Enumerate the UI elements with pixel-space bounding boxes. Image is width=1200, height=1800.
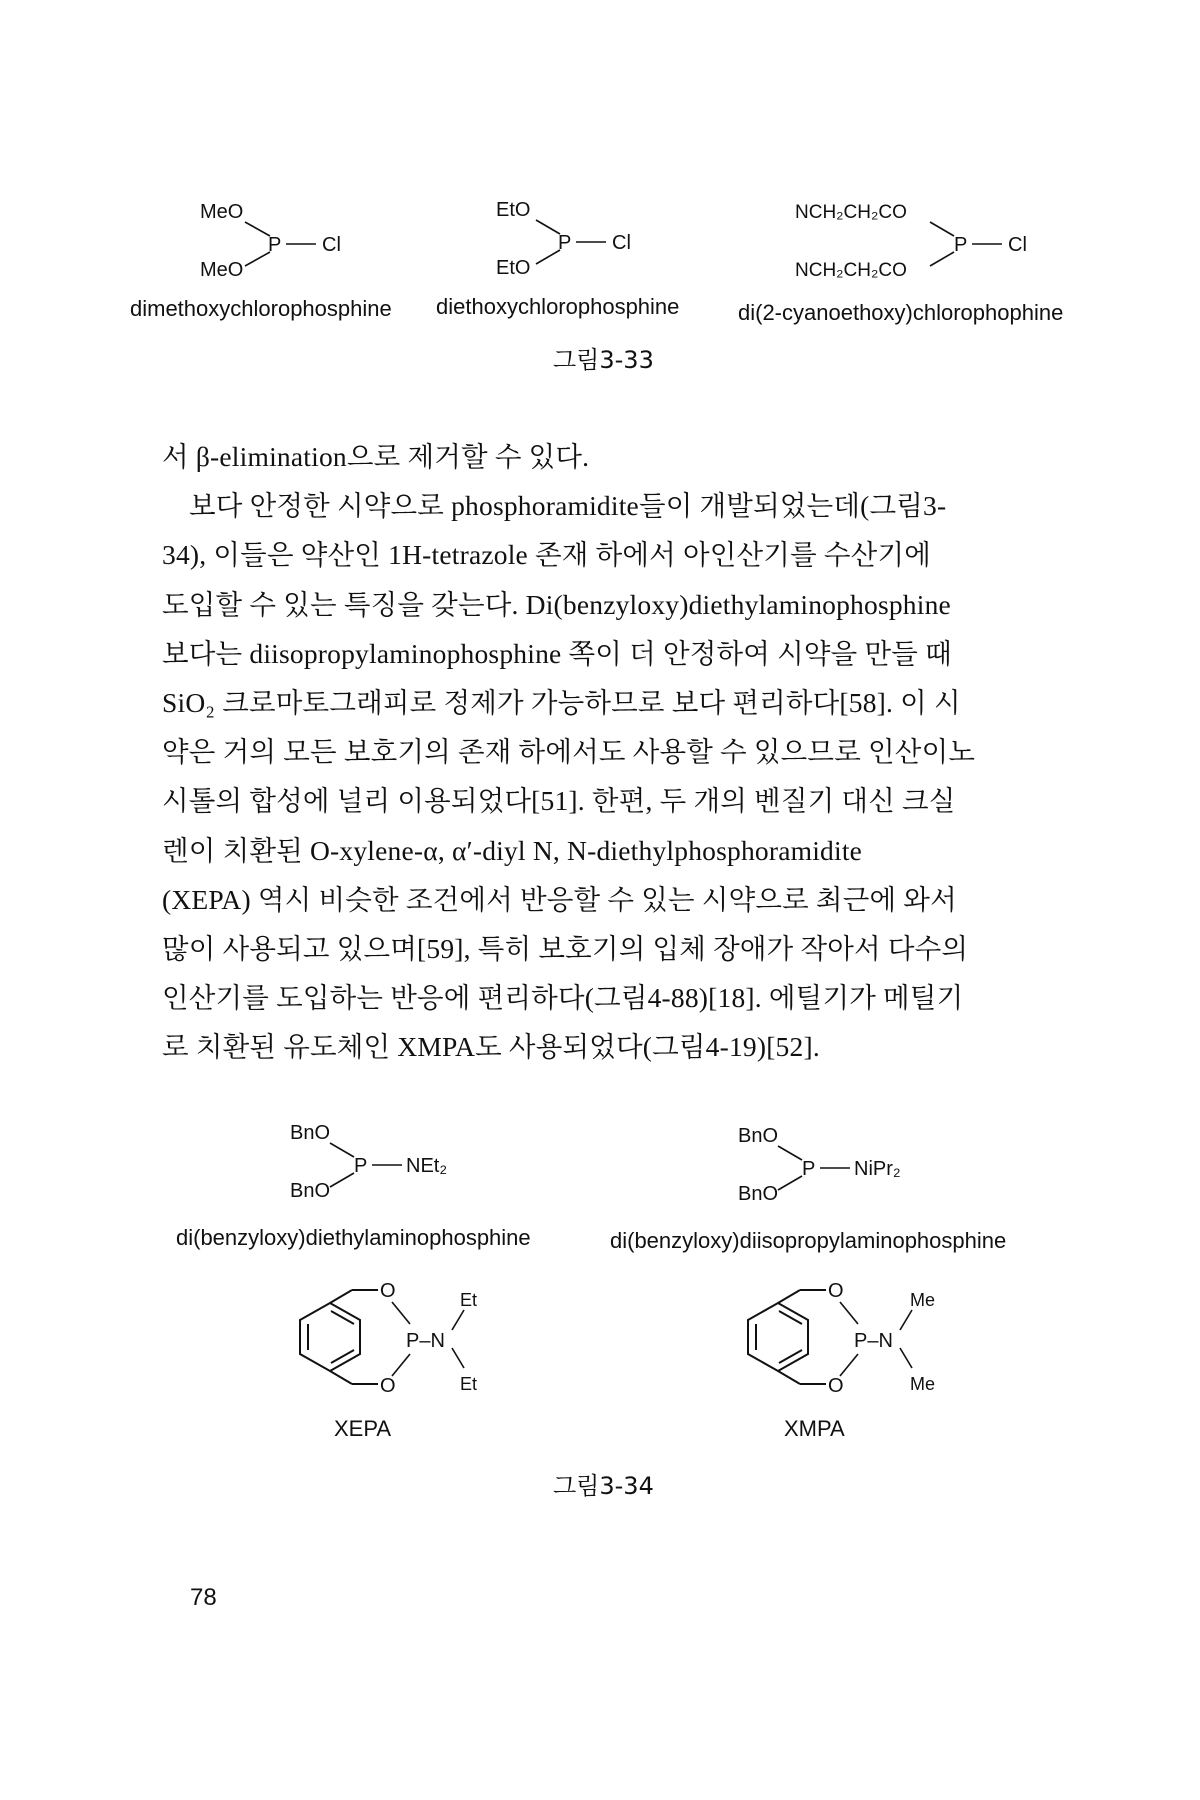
svg-text:NCH₂CH₂CO: NCH₂CH₂CO — [795, 260, 907, 281]
structure-name: XMPA — [784, 1416, 845, 1441]
xmpa-structure — [748, 1280, 935, 1397]
body-line: 렌이 치환된 O-xylene-α, α′-diyl N, N-diethylphosphoramidite — [162, 834, 863, 866]
figure-label: 그림3-34 — [553, 1472, 654, 1500]
structure-name: dimethoxychlorophosphine — [130, 296, 392, 321]
structure-name: XEPA — [334, 1416, 392, 1441]
body-line: 보다는 diisopropylaminophosphine 쪽이 더 안정하여 시약을 만들 때 — [162, 637, 952, 669]
body-line: 인산기를 도입하는 반응에 편리하다(그림4-88)[18]. 에틸기가 메틸기 — [162, 982, 964, 1014]
svg-text:P–N: P–N — [406, 1330, 445, 1352]
svg-text:EtO: EtO — [496, 199, 531, 221]
svg-text:P: P — [558, 232, 572, 254]
svg-text:P–N: P–N — [854, 1330, 893, 1352]
svg-text:O: O — [380, 1280, 396, 1302]
svg-text:BnO: BnO — [290, 1180, 331, 1202]
di-benzyloxy-diethylaminophosphine-structure — [290, 1122, 447, 1202]
body-paragraph — [162, 432, 1062, 1071]
di-benzyloxy-diisopropylaminophosphine-structure — [738, 1125, 901, 1205]
svg-text:Me: Me — [910, 1374, 936, 1394]
svg-text:MeO: MeO — [200, 259, 244, 281]
body-line: 보다 안정한 시약으로 phosphoramidite들이 개발되었는데(그림3- — [189, 490, 947, 522]
xepa-structure — [300, 1280, 477, 1397]
svg-text:P: P — [354, 1155, 368, 1177]
diethoxychlorophosphine-structure — [496, 199, 631, 279]
body-line: 약은 거의 모든 보호기의 존재 하에서도 사용할 수 있으므로 인산이노 — [162, 736, 976, 768]
svg-text:P: P — [802, 1158, 816, 1180]
structure-name: di(benzyloxy)diethylaminophosphine — [176, 1225, 531, 1250]
svg-text:Et: Et — [460, 1290, 478, 1310]
page-number: 78 — [190, 1584, 217, 1611]
structure-name: di(benzyloxy)diisopropylaminophosphine — [610, 1228, 1007, 1253]
svg-text:O: O — [380, 1375, 396, 1397]
svg-text:EtO: EtO — [496, 257, 531, 279]
svg-text:P: P — [954, 234, 968, 256]
svg-text:NEt₂: NEt₂ — [406, 1155, 448, 1177]
body-line: (XEPA) 역시 비슷한 조건에서 반응할 수 있는 시약으로 최근에 와서 — [162, 883, 957, 915]
svg-text:Et: Et — [460, 1374, 478, 1394]
body-line: 시톨의 합성에 널리 이용되었다[51]. 한편, 두 개의 벤질기 대신 크실 — [162, 785, 956, 817]
body-line: 많이 사용되고 있으며[59], 특히 보호기의 입체 장애가 작아서 다수의 — [162, 932, 969, 964]
dimethoxychlorophosphine-structure — [200, 201, 341, 281]
figure-label: 그림3-33 — [553, 346, 654, 374]
structure-name: di(2-cyanoethoxy)chlorophophine — [738, 300, 1064, 325]
svg-text:BnO: BnO — [738, 1125, 779, 1147]
body-line: 도입할 수 있는 특징을 갖는다. Di(benzyloxy)diethylaminophosphine — [162, 588, 951, 620]
svg-text:P: P — [268, 234, 282, 256]
structure-name: diethoxychlorophosphine — [436, 294, 680, 319]
svg-text:O: O — [828, 1280, 844, 1302]
svg-text:Cl: Cl — [1008, 234, 1027, 256]
figure-3-34 — [0, 1110, 1200, 1540]
svg-text:Me: Me — [910, 1290, 936, 1310]
svg-text:BnO: BnO — [290, 1122, 331, 1144]
svg-text:O: O — [828, 1375, 844, 1397]
body-line: 34), 이들은 약산인 1H-tetrazole 존재 하에서 아인산기를 수산기에 — [162, 539, 931, 571]
body-line: 서 β-elimination으로 제거할 수 있다. — [162, 441, 590, 472]
svg-text:MeO: MeO — [200, 201, 244, 223]
svg-text:NiPr₂: NiPr₂ — [854, 1158, 901, 1180]
svg-text:Cl: Cl — [322, 234, 341, 256]
figure-3-33 — [0, 0, 1200, 400]
di-2-cyanoethoxy-chlorophosphine-structure — [795, 202, 1027, 281]
body-line: SiO₂ 크로마토그래피로 정제가 가능하므로 보다 편리하다[58]. 이 시 — [162, 686, 961, 718]
body-line: 로 치환된 유도체인 XMPA도 사용되었다(그림4-19)[52]. — [162, 1031, 820, 1063]
svg-text:BnO: BnO — [738, 1183, 779, 1205]
svg-text:NCH₂CH₂CO: NCH₂CH₂CO — [795, 202, 907, 223]
svg-text:Cl: Cl — [612, 232, 631, 254]
